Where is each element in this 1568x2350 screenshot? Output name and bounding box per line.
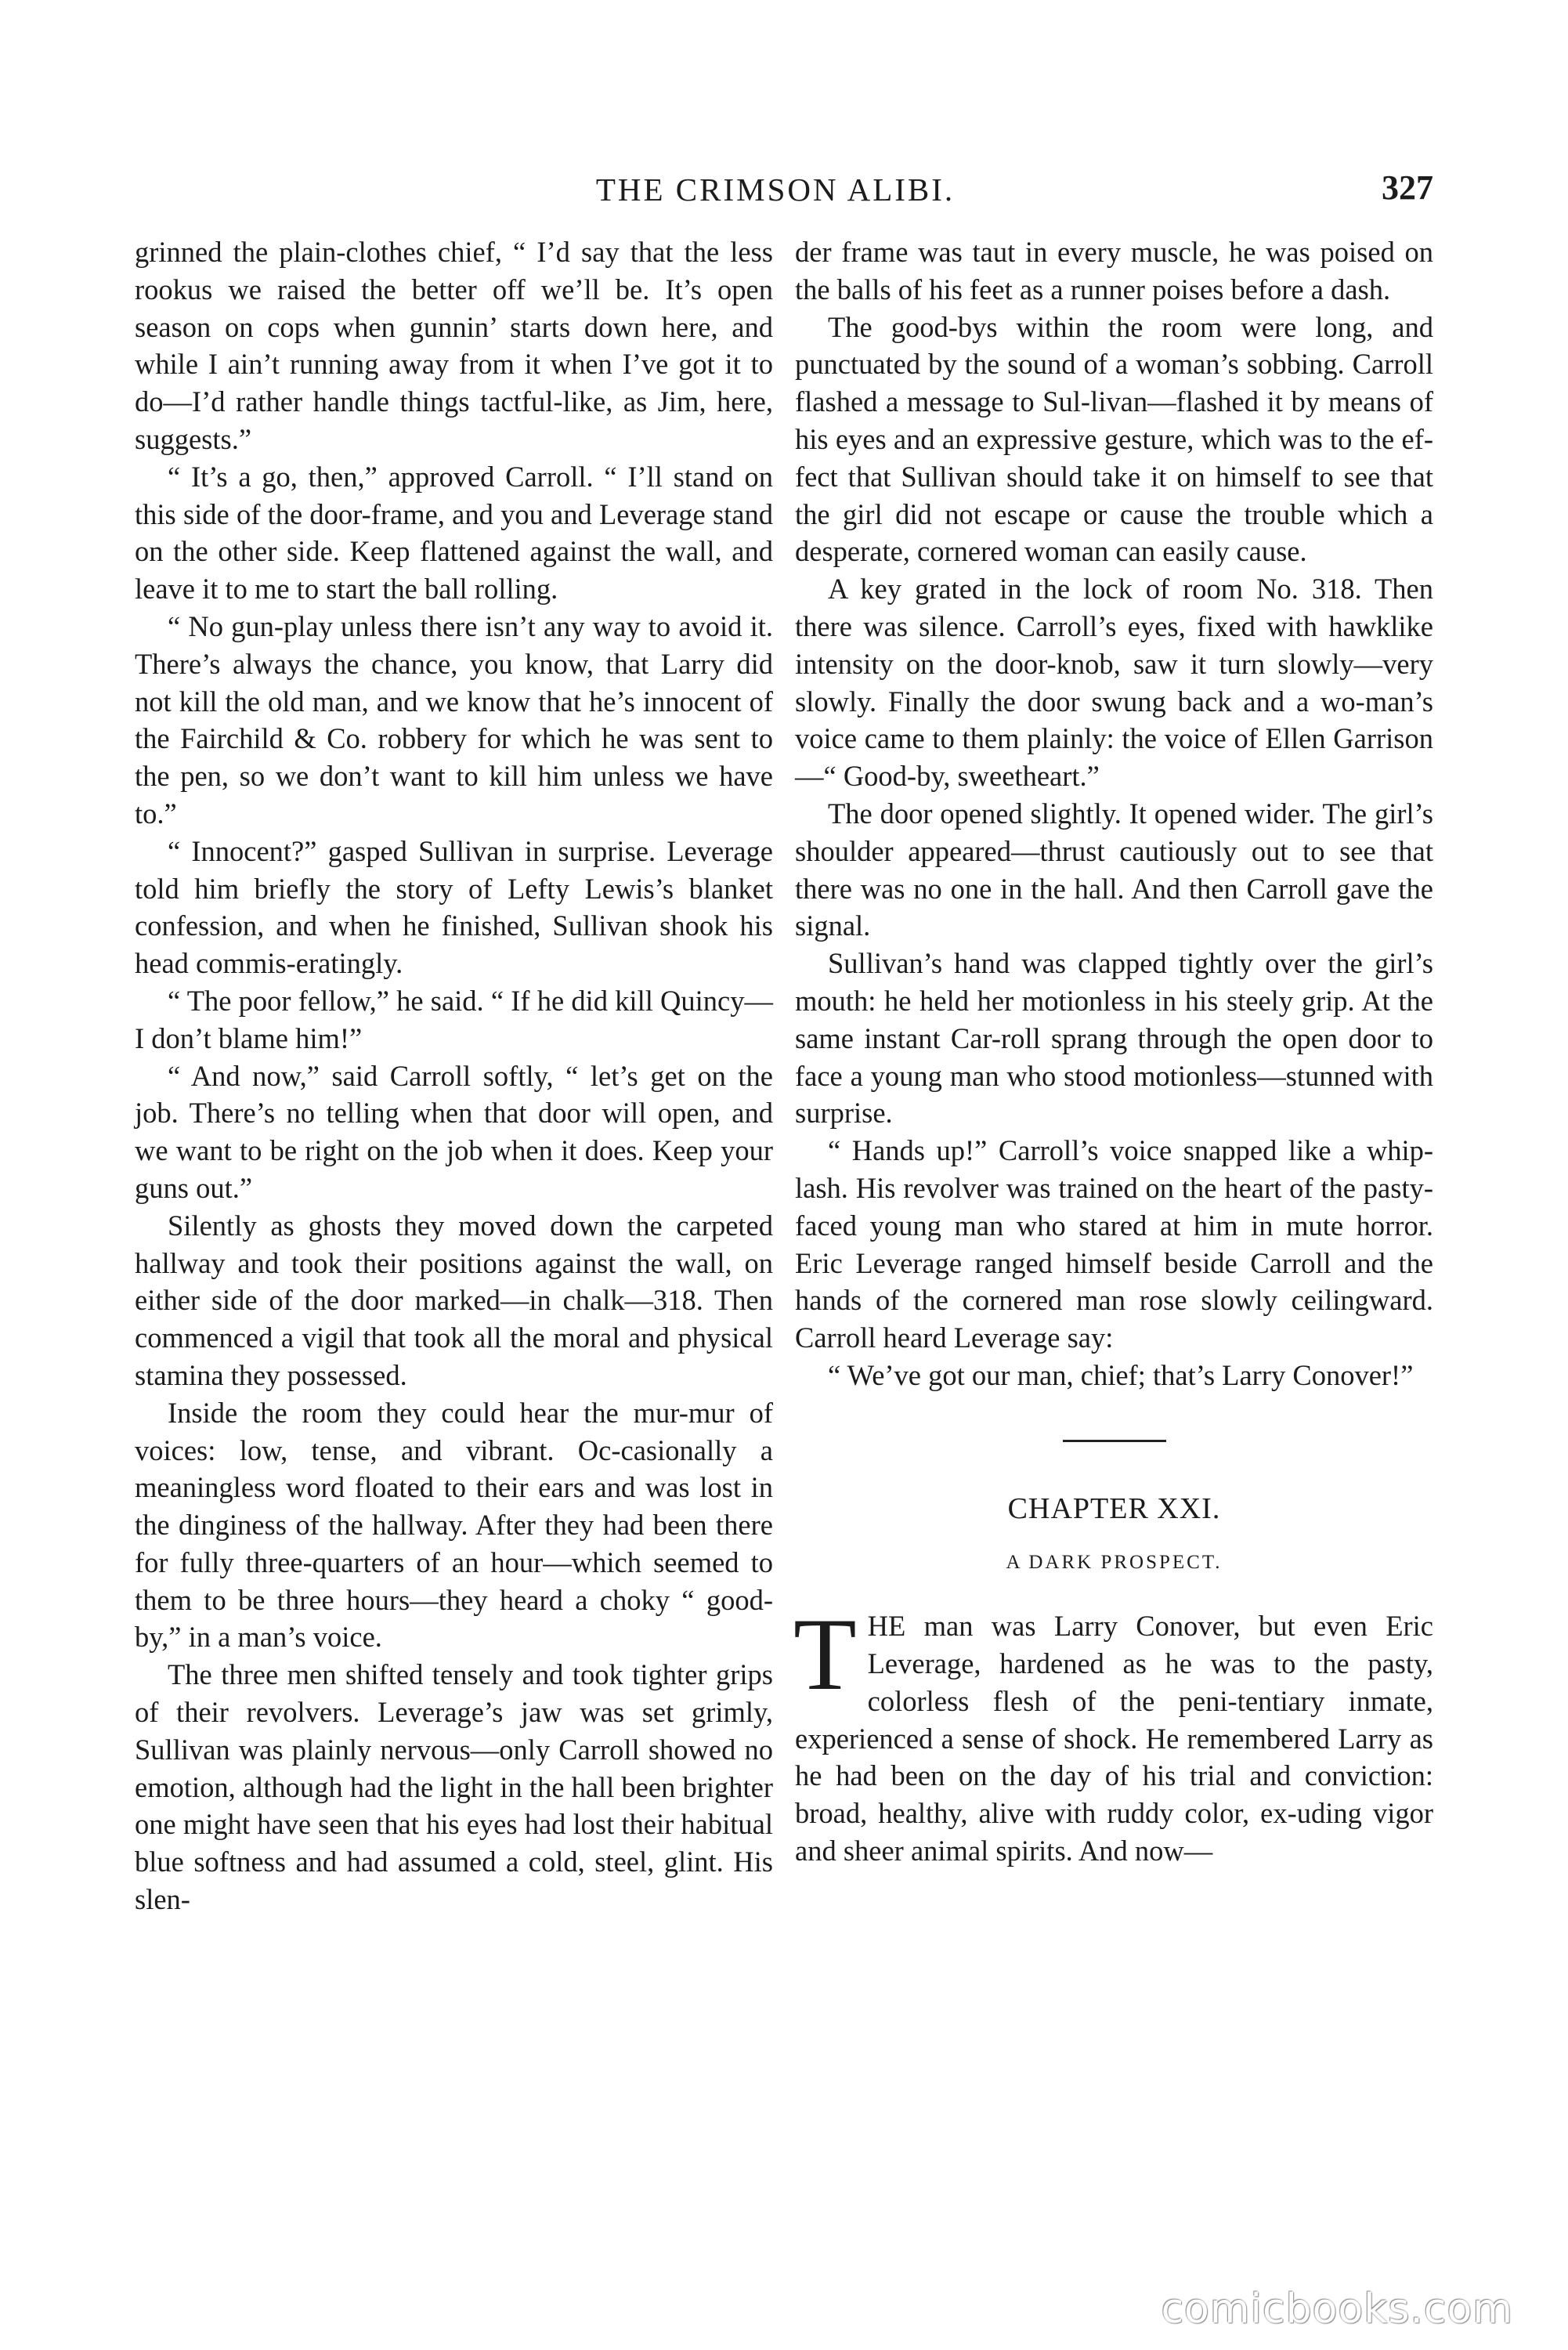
drop-cap: T bbox=[793, 1596, 857, 1712]
paragraph: A key grated in the lock of room No. 318. Then there was silence. Carroll’s eyes, fixed with hawklike intensity on the door-knob, saw it turn slowly—very slowly. Finally the door swung back and a wo-man’s voice came to them plainly: the voice of Ellen Garrison—“ Good-by, sweetheart.” bbox=[795, 573, 1433, 793]
left-column bbox=[135, 233, 773, 1918]
paragraph: Inside the room they could hear the mur-mur of voices: low, tense, and vibrant. Oc-casionally a meaningless word floated to their ears and was lost in the dinginess of the hallway. After they had been there for fully three-quarters of an hour—which seemed to them to be three hours—they heard a choky “ good-by,” in a man’s voice. bbox=[135, 1396, 773, 1654]
page-number: 327 bbox=[1382, 168, 1433, 207]
right-column bbox=[795, 233, 1433, 1870]
paragraph: der frame was taut in every muscle, he was poised on the balls of his feet as a runner poises before a dash. bbox=[795, 236, 1433, 306]
paragraph: Sullivan’s hand was clapped tightly over the girl’s mouth: he held her motionless in his steely grip. At the same instant Car-roll sprang through the open door to face a young man who stood motionless—stunned with surprise. bbox=[795, 947, 1433, 1130]
running-title: THE CRIMSON ALIBI. bbox=[595, 172, 956, 208]
paragraph: “ It’s a go, then,” approved Carroll. “ I’ll stand on this side of the door-frame, and you and Leverage stand on the other side. Keep flattened against the wall, and leave it to me to start the ball rolling. bbox=[135, 460, 773, 606]
section-divider bbox=[1063, 1440, 1166, 1442]
page-header bbox=[117, 168, 1433, 218]
chapter-title: CHAPTER XXI. bbox=[1007, 1491, 1221, 1525]
paragraph: “ And now,” said Carroll softly, “ let’s get on the job. There’s no telling when that door will open, and we want to be right on the job when it does. Keep your guns out.” bbox=[135, 1059, 773, 1204]
paragraph: Silently as ghosts they moved down the carpeted hallway and took their positions against the wall, on either side of the door marked—in chalk—318. Then commenced a vigil that took all the moral and physical stamina they possessed. bbox=[135, 1209, 773, 1391]
paragraph: “ No gun-play unless there isn’t any way to avoid it. There’s always the chance, you know, that Larry did not kill the old man, and we know that he’s innocent of the Fairchild & Co. robbery for which he was sent to the pen, so we don’t want to kill him unless we have to.” bbox=[135, 609, 773, 830]
paragraph: “ The poor fellow,” he said. “ If he did kill Quincy—I don’t blame him!” bbox=[135, 984, 773, 1054]
chapter-opening-text: HE man was Larry Conover, but even Eric Leverage, hardened as he was to the pasty, colorless flesh of the peni-tentiary inmate, experienced a sense of shock. He remembered Larry as he had been on the day of his trial and conviction: broad, healthy, alive with ruddy color, ex-uding vigor and sheer animal spirits. And now— bbox=[795, 1610, 1433, 1867]
paragraph: The three men shifted tensely and took tighter grips of their revolvers. Leverage’s jaw was set grimly, Sullivan was plainly nervous—only Carroll showed no emotion, although had the light in the hall been brighter one might have seen that his eyes had lost their habitual blue softness and had assumed a cold, steel, glint. His slen- bbox=[135, 1658, 773, 1916]
paragraph: “ Innocent?” gasped Sullivan in surprise. Leverage told him briefly the story of Lefty Lewis’s blanket confession, and when he finished, Sullivan shook his head commis-eratingly. bbox=[135, 834, 773, 980]
chapter-subtitle: A DARK PROSPECT. bbox=[1006, 1551, 1223, 1573]
watermark: comicbooks.com bbox=[1161, 2286, 1513, 2333]
paragraph: grinned the plain-clothes chief, “ I’d say that the less rookus we raised the better off we’ll be. It’s open season on cops when gunnin’ starts down here, and while I ain’t running away from it when I’ve got it to do—I’d rather handle things tactful-like, as Jim, here, suggests.” bbox=[135, 236, 773, 455]
paragraph: “ Hands up!” Carroll’s voice snapped like a whip-lash. His revolver was trained on the heart of the pasty-faced young man who stared at him in mute horror. Eric Leverage ranged himself beside Carroll and the hands of the cornered man rose slowly ceilingward. Carroll heard Leverage say: bbox=[795, 1134, 1433, 1354]
paragraph: “ We’ve got our man, chief; that’s Larry Conover!” bbox=[828, 1358, 1414, 1391]
paragraph: The good-bys within the room were long, and punctuated by the sound of a woman’s sobbing. Carroll flashed a message to Sul-livan—flashed it by means of his eyes and an expressive gesture, which was to the ef-fect that Sullivan should take it on himself to see that the girl did not escape or cause the trouble which a desperate, cornered woman can easily cause. bbox=[795, 310, 1433, 568]
paragraph: The door opened slightly. It opened wider. The girl’s shoulder appeared—thrust cautiously out to see that there was no one in the hall. And then Carroll gave the signal. bbox=[795, 797, 1433, 942]
chapter-opening-paragraph bbox=[793, 1596, 1433, 1870]
